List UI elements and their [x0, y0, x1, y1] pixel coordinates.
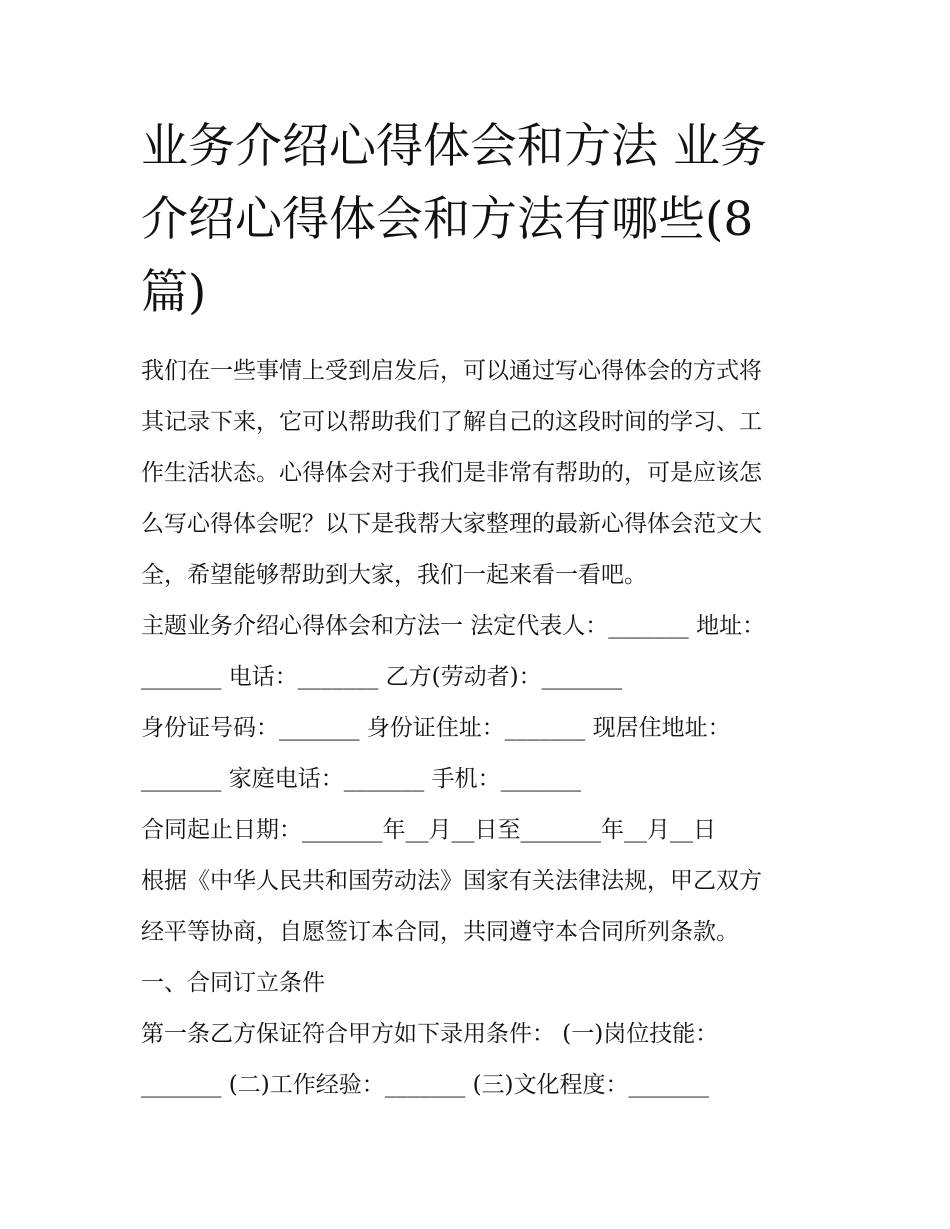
title-line-2: 介绍心得体会和方法有哪些(8 — [141, 192, 754, 247]
intro-line: 作生活状态。心得体会对于我们是非常有帮助的，可是应该怎 — [141, 460, 762, 486]
article-one: 第一条乙方保证符合甲方如下录用条件： (一)岗位技能： — [141, 1021, 719, 1047]
contract-line-party-b: _______ 电话：_______ 乙方(劳动者)：_______ — [141, 664, 623, 690]
intro-line: 我们在一些事情上受到启发后，可以通过写心得体会的方式将 — [141, 358, 762, 384]
document-page — [141, 110, 821, 1111]
intro-line: 全，希望能够帮助到大家，我们一起来看一看吧。 — [141, 562, 647, 588]
contract-line-basis: 根据《中华人民共和国劳动法》国家有关法律法规，甲乙双方 — [141, 868, 762, 894]
title-line-1: 业务介绍心得体会和方法 业务 — [141, 119, 767, 174]
document-title — [141, 110, 821, 329]
contract-line-party-a: 主题业务介绍心得体会和方法一 法定代表人：_______ 地址： — [141, 613, 766, 639]
contract-line-basis-cont: 经平等协商，自愿签订本合同，共同遵守本合同所列条款。 — [141, 919, 739, 945]
title-line-3: 篇) — [141, 265, 207, 320]
contract-line-id: 身份证号码：_______ 身份证住址：_______ 现居住地址： — [141, 715, 731, 741]
contract-line-dates: 合同起止日期：_______年__月__日至_______年__月__日 — [141, 817, 716, 843]
intro-line: 么写心得体会呢？以下是我帮大家整理的最新心得体会范文大 — [141, 511, 762, 537]
article-one-cont: _______ (二)工作经验：_______ (三)文化程度：_______ — [141, 1072, 710, 1098]
intro-line: 其记录下来，它可以帮助我们了解自己的这段时间的学习、工 — [141, 409, 762, 435]
contract-line-phone: _______ 家庭电话：_______ 手机：_______ — [141, 766, 582, 792]
intro-paragraph — [141, 346, 821, 601]
section-heading-conditions: 一、合同订立条件 — [141, 970, 325, 996]
contract-body — [141, 601, 821, 1111]
